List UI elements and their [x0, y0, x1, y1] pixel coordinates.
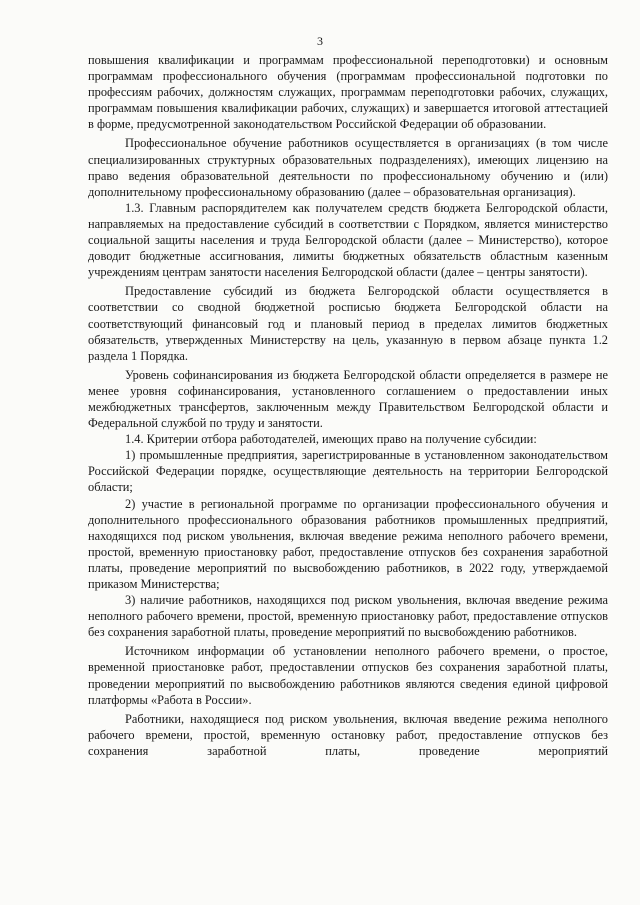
paragraph: Профессиональное обучение работников осуществляется в организациях (в том числе специализированных структурных образовательных подразделениях), имеющих лицензию на право ведения образовательной деятельности по профессиональному обучению и (или) дополнительному профессиональному образованию (далее – образовательная организация). [88, 136, 608, 199]
paragraph: Источником информации об установлении неполного рабочего времени, о простое, временной приостановке работ, предоставлении отпусков без сохранения заработной платы, проведении мероприятий по высвобождению работников являются сведения единой цифровой платформы «Работа в России». [88, 644, 608, 707]
page-number: 3 [317, 34, 323, 48]
paragraph: 3) наличие работников, находящихся под риском увольнения, включая введение режима неполного рабочего времени, простой, временную приостановку работ, предоставление отпусков без сохранения заработной платы, проведение мероприятий по высвобождению работников. [88, 593, 608, 640]
paragraph: 1.4. Критерии отбора работодателей, имеющих право на получение субсидии: [125, 432, 537, 447]
paragraph: Уровень софинансирования из бюджета Белгородской области определяется в размере не менее уровня софинансирования, установленного соглашением о предоставлении иных межбюджетных трансфертов, заключенным между Правительством Белгородской области и Федеральной службой по труду и занятости. [88, 367, 608, 431]
paragraph: 1) промышленные предприятия, зарегистрированные в установленном законодательством Российской Федерации порядке, осуществляющие деятельность на территории Белгородской области; [88, 448, 608, 495]
paragraph: 2) участие в региональной программе по организации профессионального обучения и дополнительного профессионального образования работников промышленных предприятий, находящихся под риском увольнения, включая введение режима неполного рабочего времени, простой, временную приостановку работ, предоставление отпусков без сохранения заработной платы, проведение мероприятий по высвобождению работников, в 2022 году, утверждаемой приказом Министерства; [88, 496, 608, 591]
paragraph: Предоставление субсидий из бюджета Белгородской области осуществляется в соответствии со сводной бюджетной росписью бюджета Белгородской области на соответствующий финансовый год и плановый период в пределах лимитов бюджетных обязательств, утвержденных Министерству на цель, указанную в первом абзаце пункта 1.2 раздела 1 Порядка. [88, 284, 608, 363]
paragraph: повышения квалификации и программам профессиональной переподготовки) и основным программам профессионального обучения (программам профессиональной подготовки по профессиям рабочих, должностям служащих, программам переподготовки рабочих, служащих, программам повышения квалификации рабочих, служащих) и завершается итоговой аттестацией в форме, предусмотренной законодательством Российской Федерации об образовании. [88, 53, 608, 132]
paragraph: 1.3. Главным распорядителем как получателем средств бюджета Белгородской области, направляемых на предоставление субсидий в соответствии с Порядком, является министерство социальной защиты населения и труда Белгородской области (далее – Министерство), которое доводит бюджетные ассигнования, лимиты бюджетных обязательств областным казенным учреждениям центрам занятости населения Белгородской области (далее – центры занятости). [88, 200, 608, 280]
body-text [88, 52, 608, 759]
paragraph: Работники, находящиеся под риском увольнения, включая введение режима неполного рабочего времени, простой, временную остановку работ, предоставление отпусков без сохранения заработной платы, проведение мероприятий [88, 711, 608, 758]
